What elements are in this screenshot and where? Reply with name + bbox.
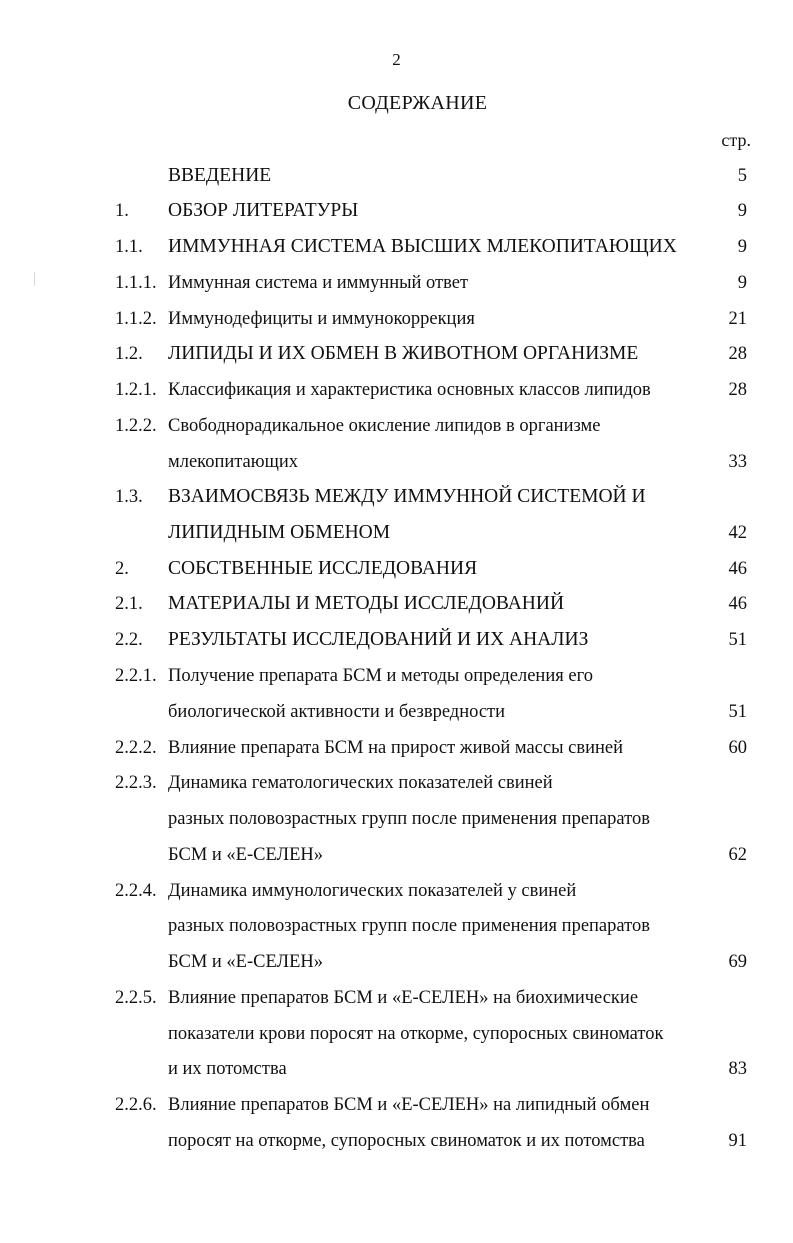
toc-entry <box>0 770 793 796</box>
page-ref: 69 <box>728 952 747 972</box>
section-title: БСМ и «Е-СЕЛЕН» <box>168 952 324 972</box>
toc-entry <box>0 1021 793 1047</box>
section-title: Влияние препаратов БСМ и «Е-СЕЛЕН» на липидный обмен <box>168 1095 650 1115</box>
section-title: и их потомства <box>168 1059 287 1079</box>
toc-entry <box>0 1092 793 1118</box>
page-ref: 46 <box>728 594 747 614</box>
section-title: ВВЕДЕНИЕ <box>168 165 272 186</box>
section-number: 2.2. <box>115 630 143 650</box>
toc-entry <box>0 377 793 403</box>
section-title: Динамика иммунологических показателей у свиней <box>168 881 577 901</box>
section-number: 2.1. <box>115 594 143 614</box>
pages-column-label: стр. <box>721 130 751 150</box>
section-title: ЛИПИДНЫМ ОБМЕНОМ <box>168 522 391 543</box>
toc-entry <box>0 627 793 653</box>
section-title: Классификация и характеристика основных классов липидов <box>168 380 651 400</box>
section-title: МАТЕРИАЛЫ И МЕТОДЫ ИССЛЕДОВАНИЙ <box>168 593 565 614</box>
toc-entry <box>0 198 793 224</box>
section-number: 1.1.2. <box>115 309 157 329</box>
page-ref: 62 <box>728 845 747 865</box>
toc-entry <box>0 842 793 868</box>
section-title: показатели крови поросят на откорме, супоросных свиноматок <box>168 1024 664 1044</box>
toc-entry <box>0 806 793 832</box>
section-title: Иммунная система и иммунный ответ <box>168 273 469 293</box>
section-number: 2.2.1. <box>115 666 157 686</box>
section-title: БСМ и «Е-СЕЛЕН» <box>168 845 324 865</box>
toc-entry <box>0 949 793 975</box>
page-ref: 91 <box>728 1131 747 1151</box>
toc-entry <box>0 913 793 939</box>
toc-entry <box>0 484 793 510</box>
section-title: млекопитающих <box>168 452 298 472</box>
page-ref: 33 <box>728 452 747 472</box>
page-ref: 51 <box>728 630 747 650</box>
page-ref: 5 <box>737 166 747 186</box>
section-title: Влияние препарата БСМ на прирост живой массы свиней <box>168 738 623 758</box>
section-number: 1.1. <box>115 237 143 257</box>
section-number: 2.2.5. <box>115 988 157 1008</box>
section-number: 2.2.2. <box>115 738 157 758</box>
section-title: разных половозрастных групп после применения препаратов <box>168 916 650 936</box>
page-ref: 83 <box>728 1059 747 1079</box>
toc-entry <box>0 591 793 617</box>
section-title: Иммунодефициты и иммунокоррекция <box>168 309 475 329</box>
toc-entry <box>0 413 793 439</box>
page-number: 2 <box>392 50 401 69</box>
page-ref: 9 <box>737 273 747 293</box>
toc-entry <box>0 449 793 475</box>
section-title: разных половозрастных групп после применения препаратов <box>168 809 650 829</box>
page-title: СОДЕРЖАНИЕ <box>347 92 488 114</box>
toc-entry <box>0 234 793 260</box>
page-ref: 9 <box>737 237 747 257</box>
toc-entry <box>0 735 793 761</box>
toc-entry <box>0 341 793 367</box>
section-title: ВЗАИМОСВЯЗЬ МЕЖДУ ИММУННОЙ СИСТЕМОЙ И <box>168 486 646 507</box>
section-number: 1.2.2. <box>115 416 157 436</box>
toc-entry <box>0 270 793 296</box>
section-number: 2.2.4. <box>115 881 157 901</box>
toc-entry <box>0 878 793 904</box>
toc-entry <box>0 1056 793 1082</box>
toc-entry <box>0 699 793 725</box>
page-ref: 51 <box>728 702 747 722</box>
section-title: ОБЗОР ЛИТЕРАТУРЫ <box>168 200 359 221</box>
section-number: 1.2.1. <box>115 380 157 400</box>
section-title: Получение препарата БСМ и методы определения его <box>168 666 593 686</box>
section-title: ЛИПИДЫ И ИХ ОБМЕН В ЖИВОТНОМ ОРГАНИЗМЕ <box>168 343 639 364</box>
section-title: поросят на откорме, супоросных свиноматок и их потомства <box>168 1131 645 1151</box>
section-title: Свободнорадикальное окисление липидов в организме <box>168 416 601 436</box>
page-ref: 21 <box>728 309 747 329</box>
section-title: биологической активности и безвредности <box>168 702 506 722</box>
page-ref: 28 <box>728 344 747 364</box>
section-number: 2. <box>115 559 129 579</box>
toc-entry <box>0 663 793 689</box>
section-title: ИММУННАЯ СИСТЕМА ВЫСШИХ МЛЕКОПИТАЮЩИХ <box>168 236 677 257</box>
page-ref: 46 <box>728 559 747 579</box>
section-number: 1.3. <box>115 487 143 507</box>
section-title: РЕЗУЛЬТАТЫ ИССЛЕДОВАНИЙ И ИХ АНАЛИЗ <box>168 629 589 650</box>
section-number: 2.2.6. <box>115 1095 157 1115</box>
section-number: 1.2. <box>115 344 143 364</box>
page-ref: 9 <box>737 201 747 221</box>
toc-entry <box>0 985 793 1011</box>
toc-entry <box>0 163 793 189</box>
section-number: 1.1.1. <box>115 273 157 293</box>
toc-entry <box>0 520 793 546</box>
page-ref: 28 <box>728 380 747 400</box>
toc-entry <box>0 1128 793 1154</box>
toc-entry <box>0 306 793 332</box>
section-title: Влияние препаратов БСМ и «Е-СЕЛЕН» на биохимические <box>168 988 639 1008</box>
toc-entry <box>0 556 793 582</box>
section-number: 1. <box>115 201 129 221</box>
section-title: СОБСТВЕННЫЕ ИССЛЕДОВАНИЯ <box>168 558 478 579</box>
page-ref: 42 <box>728 523 747 543</box>
section-number: 2.2.3. <box>115 773 157 793</box>
section-title: Динамика гематологических показателей свиней <box>168 773 553 793</box>
page-ref: 60 <box>728 738 747 758</box>
